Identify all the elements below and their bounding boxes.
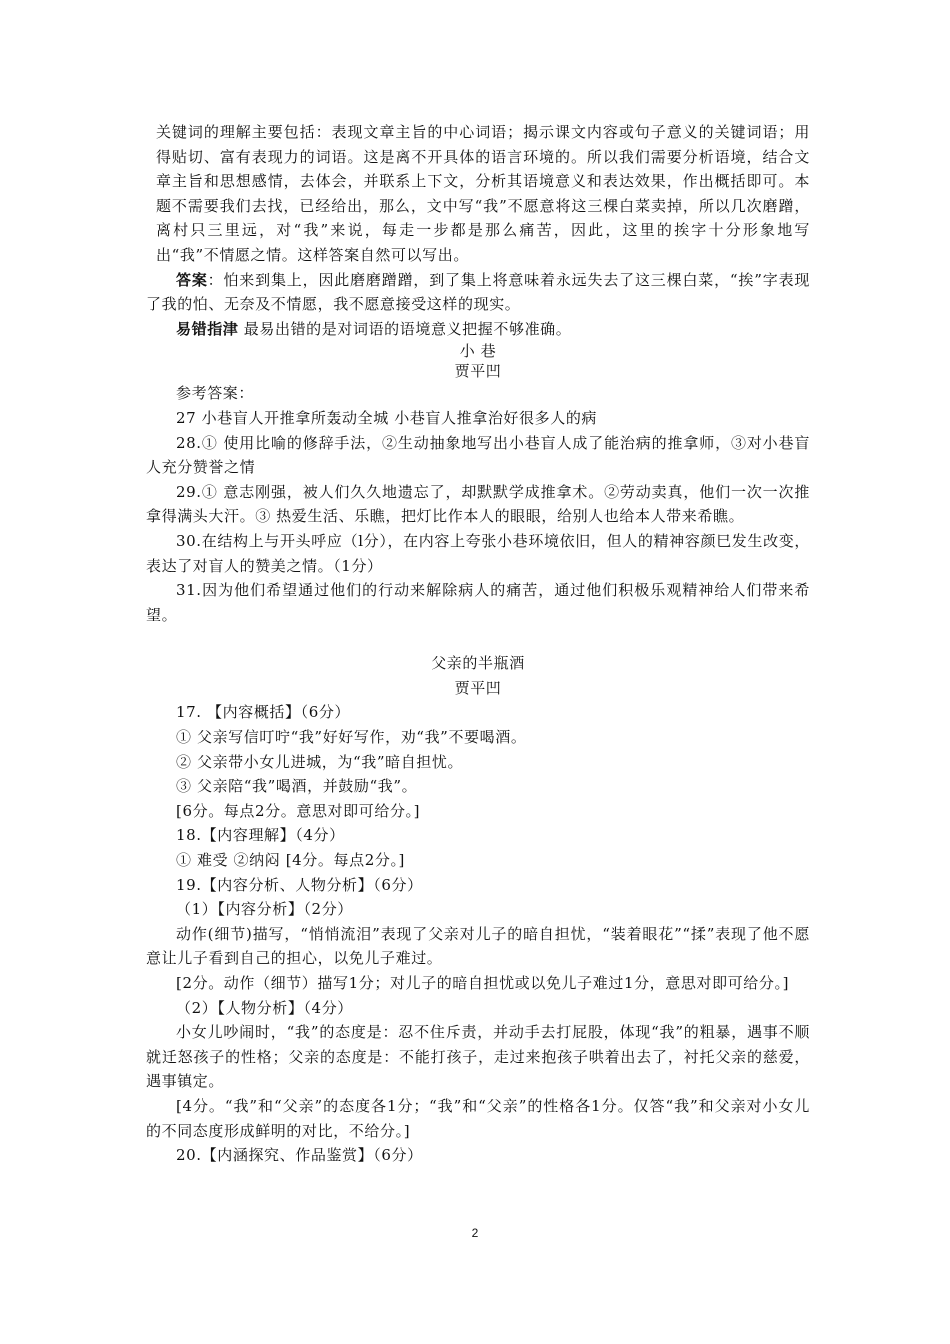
question-19-heading: 19.【内容分析、人物分析】（6分） [176,875,423,894]
q19-part-1-note: [2分。动作（细节）描写1分；对儿子的暗自担忧或以免儿子难过1分，意思对即可给分。] [176,974,790,992]
analysis-paragraph: 关键词的理解主要包括：表现文章主旨的中心词语；揭示课文内容或句子意义的关键词语；用得贴切、富有表现力的词语。这是离不开具体的语言环境的。所以我们需要分析语境，结合文章主旨和思想感情，去体会，并联系上下文，分析其语境意义和表达效果，作出概括即可。本题不需要我们去找，已经给出，那么，文中写“我”不愿意将这三棵白菜卖掉，所以几次磨蹭，离村只三里远，对“我”来说，每走一步都是那么痛苦，因此，这里的挨字十分形象地写出“我”不情愿之情。这样答案自然可以写出。 [156,123,810,264]
section-title-xiaoxiang: 小 巷 [459,342,497,361]
q17-point-1: ① 父亲写信叮咛“我”好好写作，劝“我”不要喝酒。 [176,728,527,747]
answer-item-31: 31.因为他们希望通过他们的行动来解除病人的痛苦，通过他们积极乐观精神给人们带来希望。 [146,581,810,624]
q19-part-2-heading: （2）【人物分析】（4分） [176,998,353,1017]
q19-part-2-note: [4分。“我”和“父亲”的态度各1分；“我”和“父亲”的性格各1分。仅答“我”和父亲对小女儿的不同态度形成鲜明的对比，不给分。] [146,1096,810,1140]
q17-scoring-note: [6分。每点2分。意思对即可给分。] [176,801,421,820]
answer-item-27: 27 小巷盲人开推拿所轰动全城 小巷盲人推拿治好很多人的病 [176,408,598,427]
section-spacer [146,627,810,651]
answer-paragraph [146,268,810,317]
answer-item-29: 29.① 意志刚强，被人们久久地遗忘了，却默默学成推拿术。②劳动卖真，他们一次一次推拿得满头大汗。③ 热爱生活、乐瞧，把灯比作本人的眼眼，给别人也给本人带来希瞧。 [146,482,810,526]
answer-label: 答案 [176,270,208,289]
page-number: 2 [471,1226,479,1240]
page-content [146,120,810,1168]
answer-text: ：怕来到集上，因此磨磨蹭蹭，到了集上将意味着永远失去了这三棵白菜，“挨”字表现了我的怕、无奈及不情愿，我不愿意接受这样的现实。 [146,270,810,314]
q17-point-3: ③ 父亲陪“我”喝酒，并鼓励“我”。 [176,777,418,796]
section-author-fuqin: 贾平凹 [454,678,502,697]
answer-item-30: 30.在结构上与开头呼应（l分），在内容上夸张小巷环境依旧，但人的精神容颜巳发生改变，表达了对盲人的赞美之情。（1分） [146,531,810,575]
q19-part-1-heading: （1）【内容分析】（2分） [176,900,353,919]
tip-label: 易错指津 [176,319,239,338]
question-17-heading: 17. 【内容概括】（6分） [176,703,351,722]
section-author-xiaoxiang: 贾平凹 [454,362,502,381]
q17-point-2: ② 父亲带小女儿进城，为“我”暗自担忧。 [176,752,464,771]
answer-item-28: 28.① 使用比喻的修辞手法，②生动抽象地写出小巷盲人成了能治病的推拿师，③对小巷盲人充分赞誉之情 [146,433,810,477]
tip-paragraph [146,317,810,342]
question-20-heading: 20.【内涵探究、作品鉴赏】（6分） [176,1146,423,1165]
section-title-fuqin: 父亲的半瓶酒 [431,654,525,673]
q19-part-2-text: 小女儿吵闹时，“我”的态度是：忍不住斥责，并动手去打屁股，体现“我”的粗暴，遇事不顺就迁怒孩子的性格；父亲的态度是：不能打孩子，走过来抱孩子哄着出去了，衬托父亲的慈爱，遇事镇定。 [146,1023,810,1091]
tip-text: 最易出错的是对词语的语境意义把握不够准确。 [238,319,572,338]
reference-answer-label: 参考答案： [176,384,255,403]
q18-answer: ① 难受 ②纳闷 [4分。每点2分。] [176,851,405,870]
q19-part-1-text: 动作(细节)描写，“悄悄流泪”表现了父亲对儿子的暗自担忧，“装着眼花”“揉”表现了他不愿意让儿子看到自己的担心，以免儿子难过。 [146,924,810,968]
question-18-heading: 18.【内容理解】（4分） [176,826,345,845]
